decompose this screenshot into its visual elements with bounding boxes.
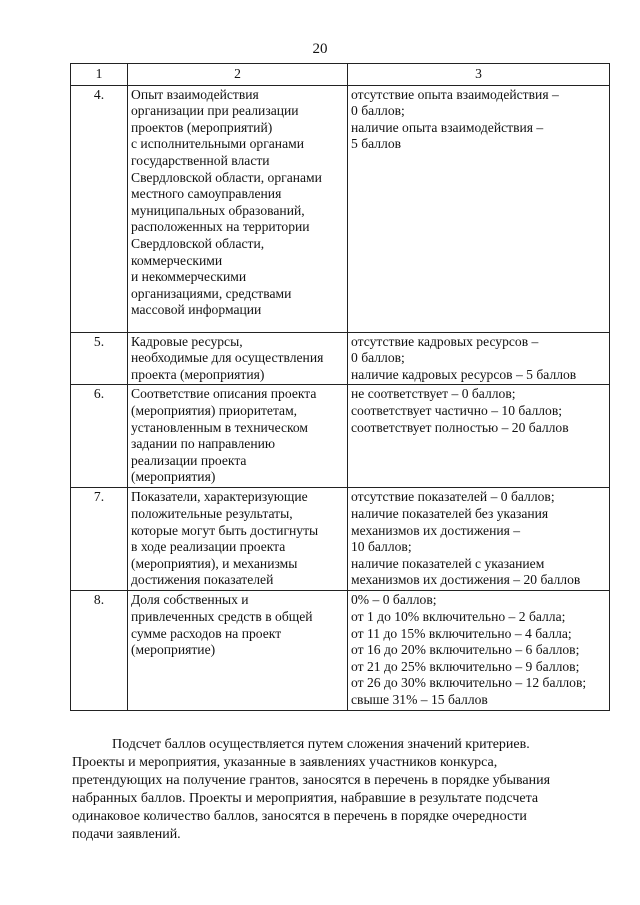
column-header-2: 2 [128, 64, 348, 86]
criterion-line: (мероприятия), и механизмы [131, 555, 298, 571]
criterion-cell [128, 488, 348, 591]
criterion-line: местного самоуправления [131, 186, 282, 202]
table-row [71, 591, 610, 711]
paragraph-line: одинаковое количество баллов, заносятся в перечень в порядке очередности [72, 809, 527, 824]
scoring-line: наличие показателей с указанием [351, 555, 545, 571]
scoring-line: свыше 31% – 15 баллов [351, 691, 488, 707]
criterion-line: проекта (мероприятия) [131, 366, 265, 382]
criterion-line: Кадровые ресурсы, [131, 333, 243, 349]
column-header-1: 1 [71, 64, 128, 86]
scoring-line: наличие кадровых ресурсов – 5 баллов [351, 366, 577, 382]
scoring-cell [348, 85, 610, 332]
criterion-cell [128, 332, 348, 385]
scoring-line: от 16 до 20% включительно – 6 баллов; [351, 642, 580, 658]
criterion-line: Показатели, характеризующие [131, 489, 308, 505]
scoring-line: соответствует полностью – 20 баллов [351, 419, 569, 435]
scoring-cell [348, 385, 610, 488]
scoring-line: 5 баллов [351, 136, 402, 152]
criterion-line: Свердловской области, органами [131, 169, 322, 185]
scoring-line: 0 баллов; [351, 103, 405, 119]
scoring-line: отсутствие показателей – 0 баллов; [351, 489, 555, 505]
criterion-line: Свердловской области, [131, 235, 265, 251]
criterion-line: привлеченных средств в общей [131, 608, 313, 624]
scoring-cell [348, 488, 610, 591]
paragraph-line: Подсчет баллов осуществляется путем сложения значений критериев. [112, 737, 530, 752]
scoring-cell [348, 332, 610, 385]
paragraph-line: претендующих на получение грантов, заносятся в перечень в порядке убывания [72, 773, 551, 788]
criterion-line: в ходе реализации проекта [131, 539, 286, 555]
criterion-line: (мероприятия) [131, 469, 216, 485]
criterion-line: установленным в техническом [131, 419, 309, 435]
scoring-line: не соответствует – 0 баллов; [351, 386, 516, 402]
scoring-line: наличие опыта взаимодействия – [351, 119, 544, 135]
criterion-cell [128, 591, 348, 711]
scoring-line: 0% – 0 баллов; [351, 592, 437, 608]
table-header-row [71, 64, 610, 86]
scoring-line: отсутствие кадровых ресурсов – [351, 333, 539, 349]
criterion-line: сумме расходов на проект [131, 625, 282, 641]
criteria-table [70, 63, 610, 711]
criterion-line: проектов (мероприятий) [131, 119, 273, 135]
criterion-cell [128, 385, 348, 488]
column-header-3: 3 [348, 64, 610, 86]
criterion-line: Соответствие описания проекта [131, 386, 317, 402]
row-number: 4. [71, 85, 128, 332]
scoring-line: соответствует частично – 10 баллов; [351, 402, 563, 418]
criterion-line: коммерческими [131, 252, 223, 268]
criterion-line: необходимые для осуществления [131, 350, 324, 366]
criterion-line: массовой информации [131, 302, 262, 318]
scoring-line: 10 баллов; [351, 539, 412, 555]
criterion-line: с исполнительными органами [131, 136, 304, 152]
scoring-line: наличие показателей без указания [351, 505, 549, 521]
scoring-line: механизмов их достижения – 20 баллов [351, 572, 581, 588]
criterion-line: расположенных на территории [131, 219, 310, 235]
scoring-cell [348, 591, 610, 711]
page-number: 20 [312, 41, 328, 57]
criterion-line: организации при реализации [131, 103, 299, 119]
criterion-line: Опыт взаимодействия [131, 86, 259, 102]
criterion-line: Доля собственных и [131, 592, 249, 608]
criterion-line: и некоммерческими [131, 269, 247, 285]
row-number: 5. [71, 332, 128, 385]
criterion-line: положительные результаты, [131, 505, 293, 521]
paragraph-line: Проекты и мероприятия, указанные в заявлениях участников конкурса, [72, 755, 498, 770]
criterion-line: государственной власти [131, 152, 270, 168]
scoring-line: от 1 до 10% включительно – 2 балла; [351, 608, 566, 624]
criterion-line: достижения показателей [131, 572, 274, 588]
scoring-line: от 11 до 15% включительно – 4 балла; [351, 625, 572, 641]
scoring-line: от 21 до 25% включительно – 9 баллов; [351, 658, 580, 674]
table-row [71, 488, 610, 591]
row-number: 7. [71, 488, 128, 591]
criterion-line: организациями, средствами [131, 285, 292, 301]
table-row [71, 85, 610, 332]
criterion-line: (мероприятие) [131, 642, 216, 658]
criterion-line: реализации проекта [131, 452, 247, 468]
row-number: 6. [71, 385, 128, 488]
criterion-cell [128, 85, 348, 332]
criterion-line: задании по направлению [131, 436, 276, 452]
scoring-line: от 26 до 30% включительно – 12 баллов; [351, 675, 587, 691]
body-paragraph [72, 736, 608, 844]
paragraph-line: подачи заявлений. [72, 827, 181, 842]
scoring-line: отсутствие опыта взаимодействия – [351, 86, 559, 102]
scoring-line: механизмов их достижения – [351, 522, 521, 538]
criterion-line: муниципальных образований, [131, 202, 305, 218]
criterion-line: (мероприятия) приоритетам, [131, 402, 298, 418]
paragraph-line: набранных баллов. Проекты и мероприятия, набравшие в результате подсчета [72, 791, 539, 806]
criterion-line: которые могут быть достигнуты [131, 522, 319, 538]
row-number: 8. [71, 591, 128, 711]
table-row [71, 332, 610, 385]
scoring-line: 0 баллов; [351, 350, 405, 366]
table-row [71, 385, 610, 488]
